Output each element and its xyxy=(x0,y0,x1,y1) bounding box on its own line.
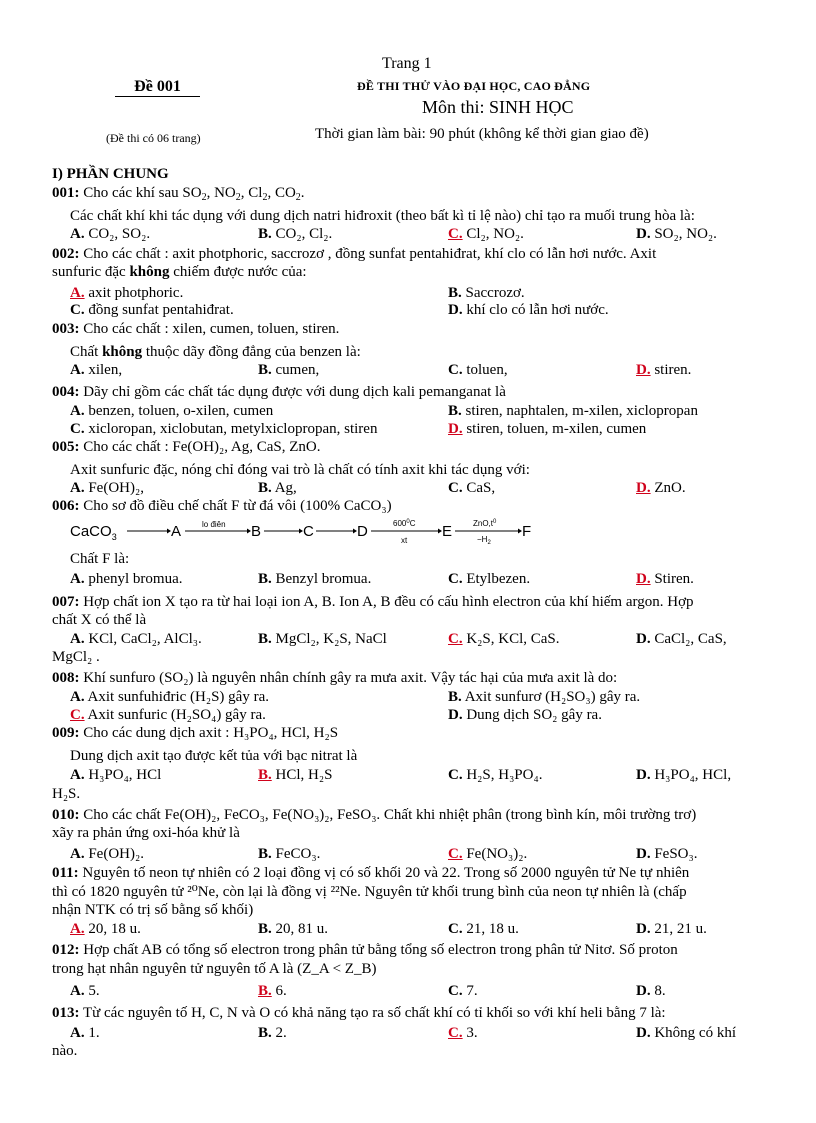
question-text: trong hạt nhân nguyên tử nguyên tố A là (Z_A < Z_B) xyxy=(52,961,377,977)
option-b[interactable]: B. 6. xyxy=(258,983,287,999)
option-d-continued: MgCl₂ . xyxy=(52,649,100,665)
option-b[interactable]: B. HCl, H₂S xyxy=(258,767,333,783)
option-c[interactable]: C. xicloropan, xiclobutan, metylxiclopropan, stiren xyxy=(70,421,378,437)
question-text: thì có 1820 nguyên tử ²⁰Ne, còn lại là đồng vị ²²Ne. Nguyên tử khối trung bình của neon tự nhiên là (chấp xyxy=(52,884,687,900)
condition-zno: $ZnO,t^0$ xyxy=(473,519,497,528)
compound-d: D xyxy=(357,523,368,540)
question-stem: Dung dịch axit tạo được kết tủa với bạc nitrat là xyxy=(70,748,358,764)
option-d[interactable]: D. 8. xyxy=(636,983,666,999)
option-b[interactable]: B. 20, 81 u. xyxy=(258,921,329,937)
correct-answer-mark: B. xyxy=(258,767,272,783)
pages-note: (Đề thi có 06 trang) xyxy=(106,131,201,145)
option-d-continued: nào. xyxy=(52,1043,78,1059)
option-c[interactable]: C. K₂S, KCl, CaS. xyxy=(448,631,560,647)
option-a[interactable]: A. 5. xyxy=(70,983,100,999)
question-stem: Chất F là: xyxy=(70,551,130,567)
option-b[interactable]: B. MgCl₂, K₂S, NaCl xyxy=(258,631,387,647)
option-b[interactable]: B. 2. xyxy=(258,1025,287,1041)
option-a[interactable]: A. Axit sunfuhiđric (H₂S) gây ra. xyxy=(70,689,269,705)
compound-caco3: CaCO$_3$ xyxy=(70,523,117,542)
option-a[interactable]: A. Fe(OH)₂. xyxy=(70,846,144,862)
option-c[interactable]: C. Axit sunfuric (H₂SO₄) gây ra. xyxy=(70,707,266,723)
question-text: nhận NTK có trị số bằng số khối) xyxy=(52,902,254,918)
option-a[interactable]: A. Fe(OH)₂, xyxy=(70,480,144,496)
option-a[interactable]: A. KCl, CaCl₂, AlCl₃. xyxy=(70,631,202,647)
option-a[interactable]: A. CO₂, SO₂. xyxy=(70,226,151,242)
option-a[interactable]: A. benzen, toluen, o-xilen, cumen xyxy=(70,403,274,419)
section-title: I) PHẦN CHUNG xyxy=(52,166,169,182)
question-number: 001: xyxy=(52,185,80,201)
option-d[interactable]: D. khí clo có lẫn hơi nước. xyxy=(448,302,609,318)
option-d[interactable]: D. FeSO₃. xyxy=(636,846,698,862)
option-a[interactable]: A. 1. xyxy=(70,1025,100,1041)
question-012: 012: Hợp chất AB có tổng số electron trong phân tử bằng tổng số electron trong phân tử Nitơ. Số proton xyxy=(52,942,678,958)
question-005: 005: Cho các chất : Fe(OH)₂, Ag, CaS, ZnO. xyxy=(52,439,321,455)
correct-answer-mark: C. xyxy=(448,846,463,862)
option-b[interactable]: B. Ag, xyxy=(258,480,297,496)
exam-code: Đề 001 xyxy=(115,78,200,97)
option-d-continued: H₂S. xyxy=(52,786,81,802)
option-d[interactable]: D. Không có khí xyxy=(636,1025,737,1041)
option-c[interactable]: C. toluen, xyxy=(448,362,508,378)
correct-answer-mark: B. xyxy=(258,983,272,999)
option-c[interactable]: C. 7. xyxy=(448,983,478,999)
correct-answer-mark: D. xyxy=(636,362,651,378)
option-b[interactable]: B. FeCO₃. xyxy=(258,846,321,862)
question-004: 004: Dãy chỉ gồm các chất tác dụng được với dung dịch kali pemanganat là xyxy=(52,384,506,400)
option-a[interactable]: A. 20, 18 u. xyxy=(70,921,141,937)
compound-f: F xyxy=(522,523,532,540)
correct-answer-mark: C. xyxy=(70,707,85,723)
question-011: 011: Nguyên tố neon tự nhiên có 2 loại đồng vị có số khối 20 và 22. Trong số 2000 nguyên tử Ne tự nhiên xyxy=(52,865,690,881)
question-text: sunfuric đặc không chiếm được nước của: xyxy=(52,264,307,280)
condition-minus-h2: $-H_2$ xyxy=(477,535,491,546)
question-010: 010: Cho các chất Fe(OH)₂, FeCO₃, Fe(NO₃)₂, FeSO₃. Chất khi nhiệt phân (trong bình kín, môi trường trơ) xyxy=(52,807,697,823)
question-stem: Chất không thuộc dãy đồng đẳng của benzen là: xyxy=(70,344,361,360)
correct-answer-mark: C. xyxy=(448,1025,463,1041)
correct-answer-mark: C. xyxy=(448,226,463,242)
compound-e: E xyxy=(442,523,453,540)
question-007: 007: Hợp chất ion X tạo ra từ hai loại ion A, B. Ion A, B đều có cấu hình electron của khí hiếm argon. Hợp xyxy=(52,594,694,610)
question-text: chất X có thể là xyxy=(52,612,147,628)
question-013: 013: Từ các nguyên tố H, C, N và O có khả năng tạo ra số chất khí có tỉ khối so với khí heli bằng 7 là: xyxy=(52,1005,666,1021)
option-a[interactable]: A. xilen, xyxy=(70,362,123,378)
question-008: 008: Khí sunfuro (SO₂) là nguyên nhân chính gây ra mưa axit. Vậy tác hại của mưa axit là do: xyxy=(52,670,618,686)
option-a[interactable]: A. phenyl bromua. xyxy=(70,571,183,587)
option-d[interactable]: D. Stiren. xyxy=(636,571,694,587)
question-stem: Axit sunfuric đặc, nóng chỉ đóng vai trò là chất có tính axit khi tác dụng với: xyxy=(70,462,530,478)
option-b[interactable]: B. CO₂, Cl₂. xyxy=(258,226,333,242)
compound-c: C xyxy=(303,523,314,540)
correct-answer-mark: A. xyxy=(70,921,85,937)
exam-title: ĐỀ THI THỬ VÀO ĐẠI HỌC, CAO ĐẲNG xyxy=(357,79,591,93)
option-c[interactable]: C. H₂S, H₃PO₄. xyxy=(448,767,543,783)
option-c[interactable]: C. Etylbezen. xyxy=(448,571,531,587)
option-c[interactable]: C. 3. xyxy=(448,1025,478,1041)
question-001: 001: Cho các khí sau $SO_2$, $NO_2$, $Cl_2$, $CO_2$. xyxy=(52,185,305,203)
option-a[interactable]: A. axit photphoric. xyxy=(70,285,184,301)
correct-answer-mark: D. xyxy=(448,421,463,437)
option-c[interactable]: C. Cl₂, NO₂. xyxy=(448,226,524,242)
option-d[interactable]: D. stiren, toluen, m-xilen, cumen xyxy=(448,421,647,437)
correct-answer-mark: C. xyxy=(448,631,463,647)
condition-xt: xt xyxy=(401,536,408,545)
question-009: 009: Cho các dung dịch axit : H₃PO₄, HCl, H₂S xyxy=(52,725,339,741)
option-a[interactable]: A. H₃PO₄, HCl xyxy=(70,767,162,783)
option-d[interactable]: D. CaCl₂, CaS, xyxy=(636,631,727,647)
option-b[interactable]: B. Axit sunfurơ (H₂SO₃) gây ra. xyxy=(448,689,641,705)
question-006: 006: Cho sơ đồ điều chế chất F từ đá vôi (100% CaCO₃) xyxy=(52,498,392,514)
question-stem: Các chất khí khi tác dụng với dung dịch natri hiđroxit (theo bất kì tỉ lệ nào) chỉ tạo ra muối trung hòa là: xyxy=(70,208,695,224)
option-c[interactable]: C. đồng sunfat pentahiđrat. xyxy=(70,302,234,318)
subject: Môn thi: SINH HỌC xyxy=(422,97,574,117)
question-text: xãy ra phản ứng oxi-hóa khử là xyxy=(52,825,240,841)
time-limit: Thời gian làm bài: 90 phút (không kể thời gian giao đề) xyxy=(315,126,649,142)
synthesis-diagram xyxy=(70,516,550,546)
option-d[interactable]: D. ZnO. xyxy=(636,480,686,496)
correct-answer-mark: D. xyxy=(636,480,651,496)
option-b[interactable]: B. Saccrozơ. xyxy=(448,285,525,301)
option-d[interactable]: D. SO₂, NO₂. xyxy=(636,226,717,242)
compound-a: A xyxy=(171,523,182,540)
condition-600c: $600^0C$ xyxy=(393,519,416,528)
option-d[interactable]: D. stiren. xyxy=(636,362,692,378)
option-b[interactable]: B. Benzyl bromua. xyxy=(258,571,372,587)
page-number: Trang 1 xyxy=(382,55,432,72)
option-d[interactable]: D. H₃PO₄, HCl, xyxy=(636,767,732,783)
correct-answer-mark: D. xyxy=(636,571,651,587)
option-c[interactable]: C. CaS, xyxy=(448,480,496,496)
question-002: 002: Cho các chất : axit photphoric, saccrozơ , đồng sunfat pentahiđrat, khí clo có lẫn hơi nước. Axit xyxy=(52,246,657,262)
compound-b: B xyxy=(251,523,262,540)
option-b[interactable]: B. cumen, xyxy=(258,362,320,378)
question-003: 003: Cho các chất : xilen, cumen, toluen, stiren. xyxy=(52,321,340,337)
option-d[interactable]: D. 21, 21 u. xyxy=(636,921,707,937)
correct-answer-mark: A. xyxy=(70,285,85,301)
option-b[interactable]: B. stiren, naphtalen, m-xilen, xiclopropan xyxy=(448,403,698,419)
condition-lo-dien: lo điên xyxy=(202,520,226,529)
option-c[interactable]: C. Fe(NO₃)₂. xyxy=(448,846,528,862)
option-d[interactable]: D. Dung dịch SO₂ gây ra. xyxy=(448,707,602,723)
option-c[interactable]: C. 21, 18 u. xyxy=(448,921,519,937)
